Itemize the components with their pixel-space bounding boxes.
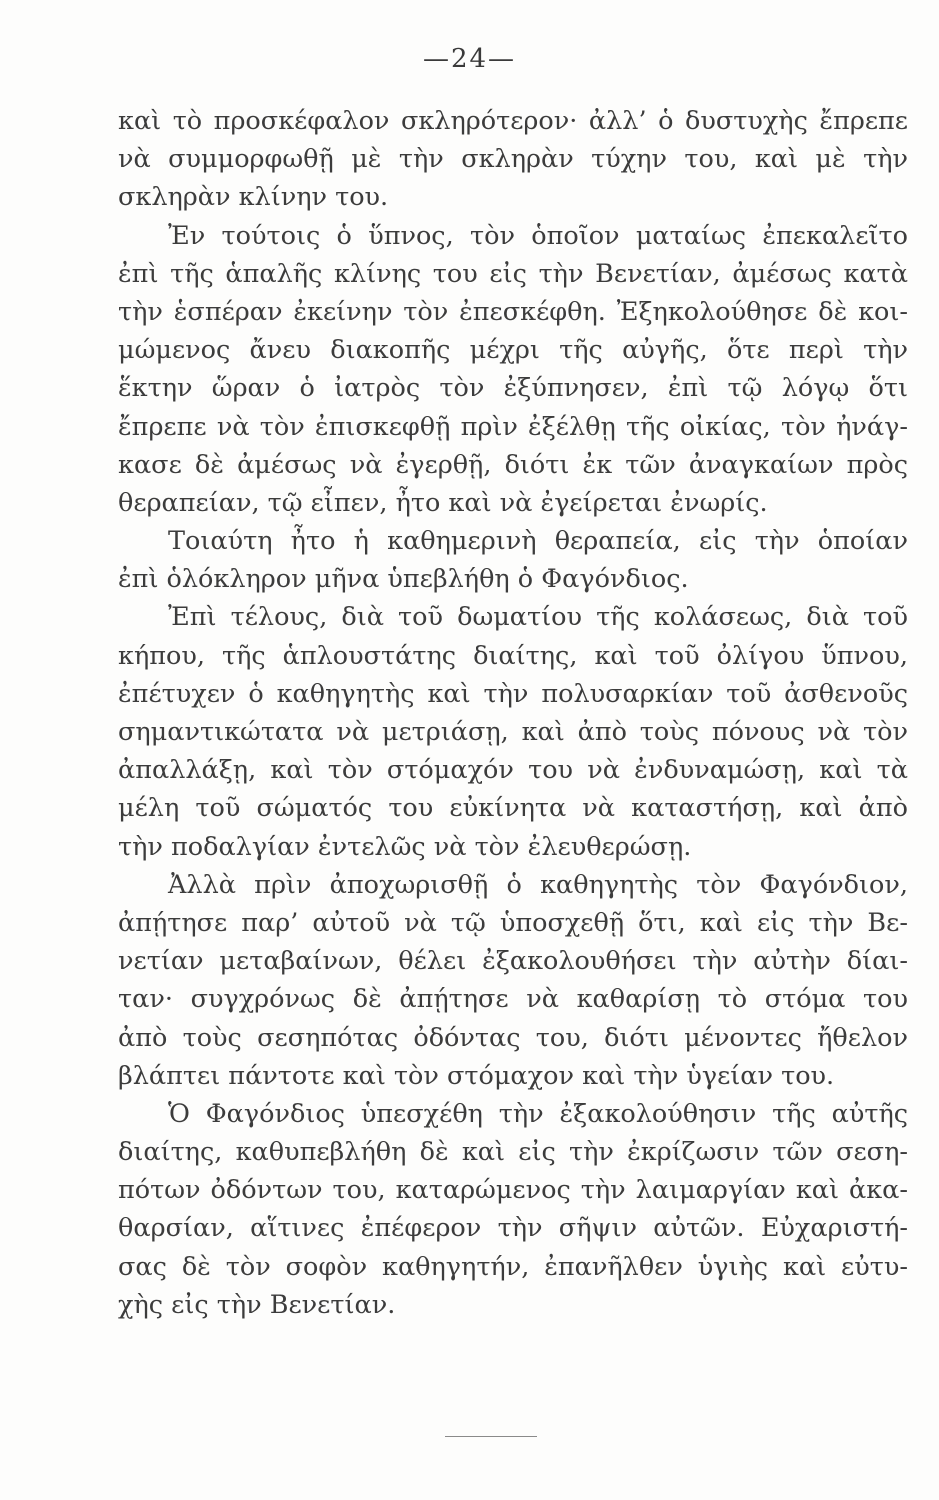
paragraph-start-line: Τοιαύτη ἦτο ἡ καθημερινὴ θεραπεία, εἰς τὴν ὁποίαν [168, 526, 908, 557]
text-line: ἐπέτυχεν ὁ καθηγητὴς καὶ τὴν πολυσαρκίαν τοῦ ἀσθενοῦς [118, 678, 908, 709]
page-number: —24— [422, 44, 517, 74]
text-line: κασε δὲ ἀμέσως νὰ ἐγερθῇ, διότι ἐκ τῶν ἀναγκαίων πρὸς [118, 449, 908, 480]
text-line: ταν· συγχρόνως δὲ ἀπῄτησε νὰ καθαρίσῃ τὸ στόμα του [118, 984, 908, 1015]
text-line: θεραπείαν, τῷ εἶπεν, ἦτο καὶ νὰ ἐγείρεται ἐνωρίς. [118, 487, 768, 518]
text-line: θαρσίαν, αἵτινες ἐπέφερον τὴν σῆψιν αὐτῶν. Εὐχαριστή- [118, 1213, 908, 1244]
text-line: ἀπὸ τοὺς σεσηπότας ὀδόντας του, διότι μένοντες ἤθελον [118, 1022, 908, 1053]
text-line: ἔπρεπε νὰ τὸν ἐπισκεφθῇ πρὶν ἐξέλθῃ τῆς οἰκίας, τὸν ἠνάγ- [118, 411, 908, 442]
text-line: ἀπαλλάξῃ, καὶ τὸν στόμαχόν του νὰ ἐνδυναμώσῃ, καὶ τὰ [118, 755, 908, 786]
text-line: ἐπὶ τῆς ἁπαλῆς κλίνης του εἰς τὴν Βενετίαν, ἀμέσως κατὰ [118, 258, 908, 289]
text-line: ἐπὶ ὁλόκληρον μῆνα ὑπεβλήθη ὁ Φαγόνδιος. [118, 564, 689, 595]
text-line: τὴν ποδαλγίαν ἐντελῶς νὰ τὸν ἐλευθερώσῃ. [118, 831, 692, 862]
text-line: μέλη τοῦ σώματός του εὐκίνητα νὰ καταστήσῃ, καὶ ἀπὸ [118, 793, 908, 824]
text-line: διαίτης, καθυπεβλήθη δὲ καὶ εἰς τὴν ἐκρίζωσιν τῶν σεση- [118, 1137, 908, 1168]
text-line: σκληρὰν κλίνην του. [118, 182, 389, 213]
text-line: ἕκτην ὥραν ὁ ἰατρὸς τὸν ἐξύπνησεν, ἐπὶ τῷ λόγῳ ὅτι [118, 373, 908, 404]
text-line: καὶ τὸ προσκέφαλον σκληρότερον· ἀλλ’ ὁ δυστυχὴς ἔπρεπε [118, 106, 908, 136]
end-of-section-rule [445, 1436, 537, 1437]
body-text [118, 102, 908, 1324]
paragraph-start-line: Ἐν τούτοις ὁ ὕπνος, τὸν ὁποῖον ματαίως ἐπεκαλεῖτο [168, 220, 908, 251]
text-line: βλάπτει πάντοτε καὶ τὸν στόμαχον καὶ τὴν ὑγείαν του. [118, 1060, 835, 1091]
text-line: σημαντικώτατα νὰ μετριάσῃ, καὶ ἀπὸ τοὺς πόνους νὰ τὸν [118, 717, 908, 747]
text-line: ἀπῄτησε παρ’ αὐτοῦ νὰ τῷ ὑποσχεθῇ ὅτι, καὶ εἰς τὴν Βε- [118, 907, 908, 938]
text-line: νὰ συμμορφωθῇ μὲ τὴν σκληρὰν τύχην του, καὶ μὲ τὴν [118, 144, 908, 175]
paragraph-start-line: Ἀλλὰ πρὶν ἀποχωρισθῇ ὁ καθηγητὴς τὸν Φαγόνδιον, [168, 869, 908, 900]
text-line: τὴν ἑσπέραν ἐκείνην τὸν ἐπεσκέφθη. Ἐξηκολούθησε δὲ κοι- [118, 296, 908, 327]
text-line: κήπου, τῆς ἁπλουστάτης διαίτης, καὶ τοῦ ὀλίγου ὕπνου, [118, 640, 908, 671]
text-line: μώμενος ἄνευ διακοπῆς μέχρι τῆς αὐγῆς, ὅτε περὶ τὴν [118, 335, 908, 366]
paragraph-start-line: Ὁ Φαγόνδιος ὑπεσχέθη τὴν ἐξακολούθησιν τῆς αὐτῆς [168, 1098, 908, 1129]
paragraph-start-line: Ἐπὶ τέλους, διὰ τοῦ δωματίου τῆς κολάσεως, διὰ τοῦ [168, 602, 908, 633]
text-line: χὴς εἰς τὴν Βενετίαν. [118, 1289, 396, 1320]
text-line: νετίαν μεταβαίνων, θέλει ἐξακολουθήσει τὴν αὐτὴν δίαι- [118, 946, 908, 977]
text-line: σας δὲ τὸν σοφὸν καθηγητήν, ἐπανῆλθεν ὑγιὴς καὶ εὐτυ- [118, 1251, 908, 1282]
text-line: πότων ὀδόντων του, καταρώμενος τὴν λαιμαργίαν καὶ ἀκα- [118, 1175, 908, 1206]
